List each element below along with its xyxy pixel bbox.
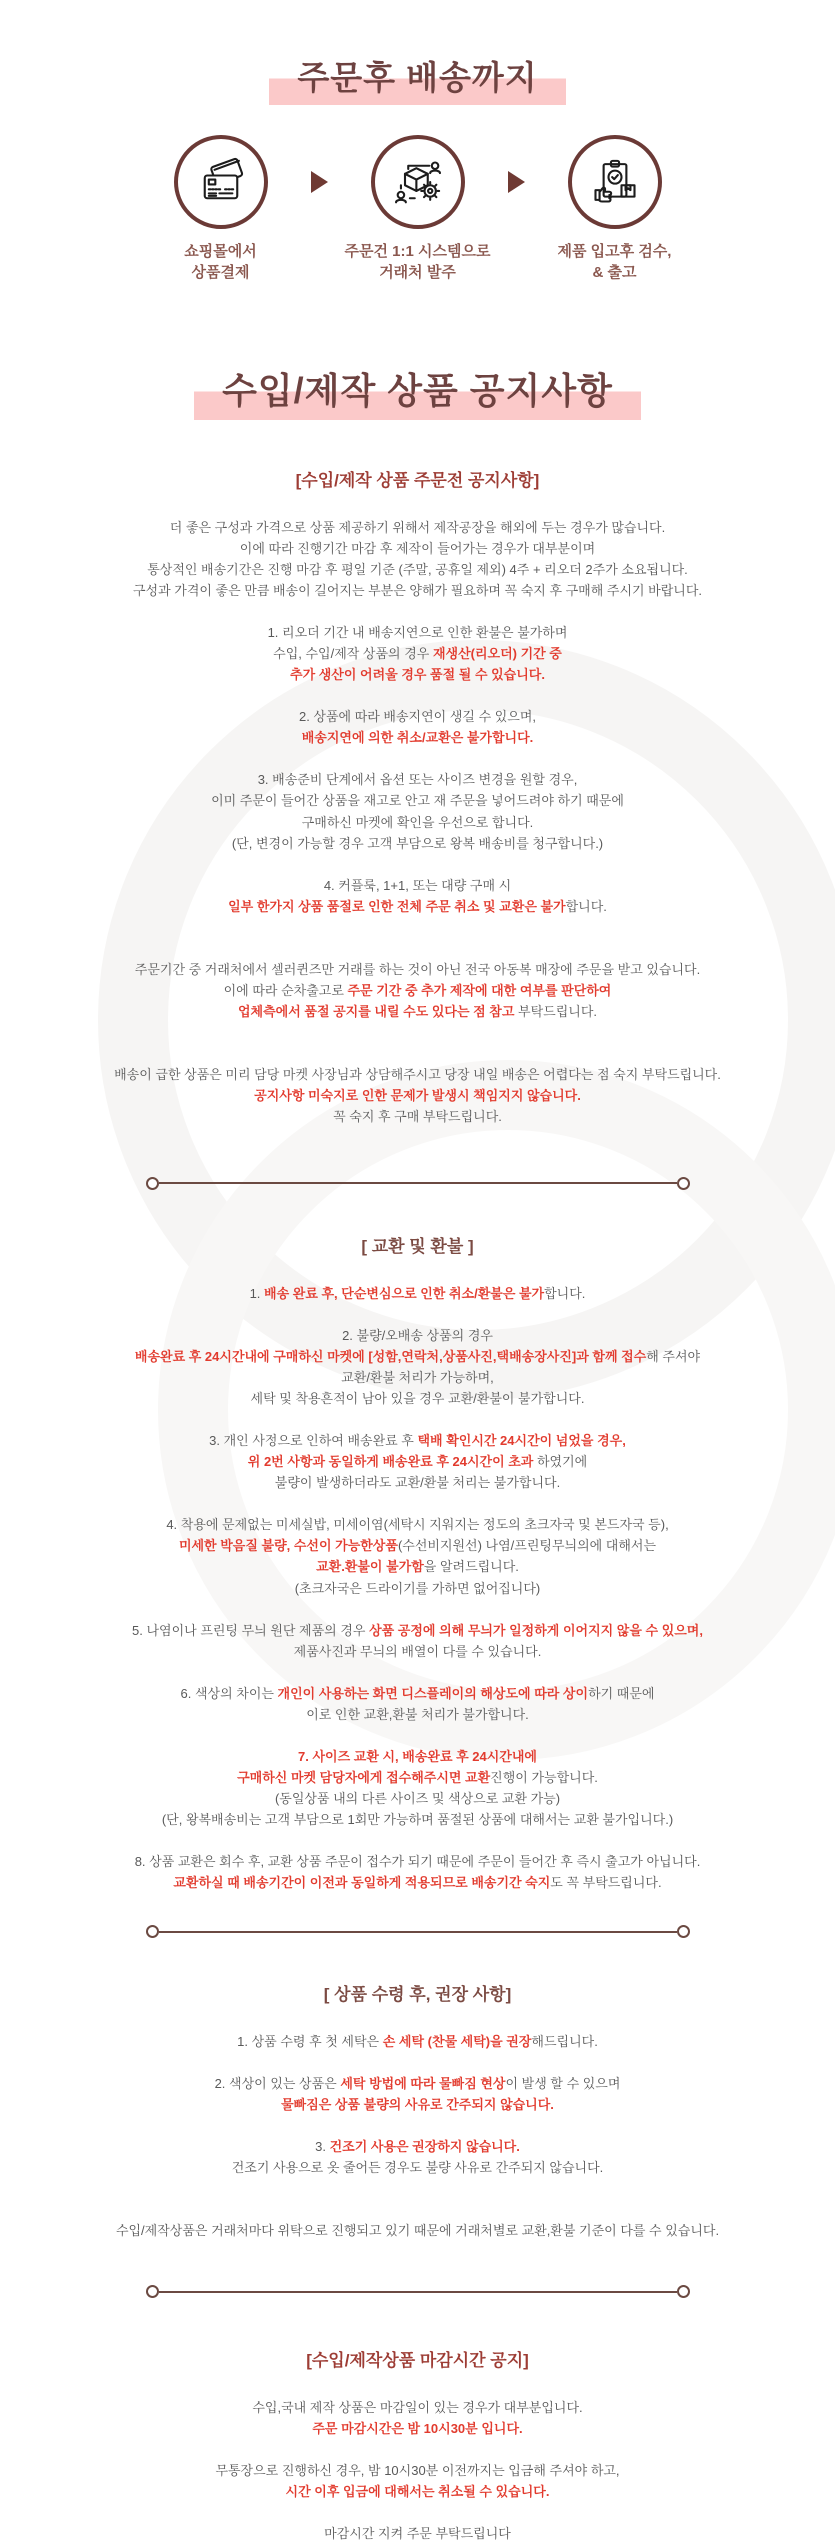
after-receipt-item-3: 3. 건조기 사용은 권장하지 않습니다. 건조기 사용으로 옷 줄어든 경우도 불량 사유로 간주되지 않습니다. bbox=[108, 2136, 728, 2178]
divider-line bbox=[159, 1182, 677, 1184]
pre-order-item-4: 4. 커플룩, 1+1, 또는 대량 구매 시 일부 한가지 상품 품절로 인한 전체 주문 취소 및 교환은 불가합니다. bbox=[108, 875, 728, 917]
deadline-para-3: 마감시간 지켜 주문 부탁드립니다 bbox=[108, 2523, 728, 2544]
divider-dot bbox=[677, 2285, 690, 2298]
after-receipt-note: 수입/제작상품은 거래처마다 위탁으로 진행되고 있기 때문에 거래처별로 교환,환불 기준이 다를 수 있습니다. bbox=[108, 2220, 728, 2241]
pre-order-intro: 더 좋은 구성과 가격으로 상품 제공하기 위해서 제작공장을 해외에 두는 경우가 많습니다. 이에 따라 진행기간 마감 후 제작이 들어가는 경우가 대부분이며 통상적인 배송기간은 진행 마감 후 평일 기준 (주말, 공휴일 제외) 4주 + 리오더 2주가 소요됩니다. 구성과 가격이 좋은 만큼 배송이 길어지는 부분은 양해가 필요하며 꼭 숙지 후 구매해 주시기 바랍니다. bbox=[108, 517, 728, 601]
after-receipt-item-1: 1. 상품 수령 후 첫 세탁은 손 세탁 (찬물 세탁)을 권장해드립니다. bbox=[108, 2031, 728, 2052]
step-circle bbox=[568, 135, 662, 229]
notice-title: 수입/제작 상품 공지사항 bbox=[68, 361, 768, 420]
notice-page bbox=[68, 0, 768, 2030]
pre-order-outro-2: 배송이 급한 상품은 미리 담당 마켓 사장님과 상담해주시고 당장 내일 배송은 어렵다는 점 숙지 부탁드립니다. 공지사항 미숙지로 인한 문제가 발생시 책임지지 않습니다. 꼭 숙지 후 구매 부탁드립니다. bbox=[108, 1064, 728, 1127]
exchange-item-1: 1. 배송 완료 후, 단순변심으로 인한 취소/환불은 불가합니다. bbox=[108, 1283, 728, 1304]
divider-line bbox=[159, 1931, 677, 1933]
divider-dot bbox=[677, 1177, 690, 1190]
divider-line bbox=[159, 2291, 677, 2293]
exchange-item-3: 3. 개인 사정으로 인하여 배송완료 후 택배 확인시간 24시간이 넘었을 경우, 위 2번 사항과 동일하게 배송완료 후 24시간이 초과 하였기에 불량이 발생하더라도 교환/환불 처리는 불가합니다. bbox=[108, 1430, 728, 1493]
pre-order-heading: [수입/제작 상품 주문전 공지사항] bbox=[68, 466, 768, 491]
divider-dot bbox=[146, 1177, 159, 1190]
arrow-right-icon bbox=[508, 171, 525, 193]
step-circle bbox=[174, 135, 268, 229]
step-circle bbox=[371, 135, 465, 229]
step-payment bbox=[133, 135, 309, 283]
order-system-icon bbox=[392, 156, 444, 208]
step-order-system bbox=[330, 135, 506, 283]
exchange-refund-heading: [ 교환 및 환불 ] bbox=[68, 1232, 768, 1257]
inspection-shipping-icon bbox=[589, 156, 641, 208]
process-title: 주문후 배송까지 bbox=[68, 50, 768, 105]
pre-order-item-3: 3. 배송준비 단계에서 옵션 또는 사이즈 변경을 원할 경우, 이미 주문이 들어간 상품을 재고로 안고 재 주문을 넣어드려야 하기 때문에 구매하신 마켓에 확인을 우선으로 합니다. (단, 변경이 가능할 경우 고객 부담으로 왕복 배송비를 청구합니다.) bbox=[108, 769, 728, 853]
exchange-item-8: 8. 상품 교환은 회수 후, 교환 상품 주문이 접수가 되기 때문에 주문이 들어간 후 즉시 출고가 아닙니다. 교환하실 때 배송기간이 이전과 동일하게 적용되므로 배송기간 숙지도 꼭 부탁드립니다. bbox=[108, 1851, 728, 1893]
divider-dot bbox=[146, 1925, 159, 1938]
deadline-para-2: 무통장으로 진행하신 경우, 밤 10시30분 이전까지는 입금해 주셔야 하고, 시간 이후 입금에 대해서는 취소될 수 있습니다. bbox=[108, 2460, 728, 2502]
exchange-item-6: 6. 색상의 차이는 개인이 사용하는 화면 디스플레이의 해상도에 따라 상이하기 때문에 이로 인한 교환,환불 처리가 불가합니다. bbox=[108, 1683, 728, 1725]
divider-dot bbox=[146, 2285, 159, 2298]
step-label: 제품 입고후 검수, & 출고 bbox=[527, 241, 703, 283]
step-inspection bbox=[527, 135, 703, 283]
process-steps bbox=[68, 135, 768, 283]
after-receipt-item-2: 2. 색상이 있는 상품은 세탁 방법에 따라 물빠짐 현상이 발생 할 수 있으며 물빠짐은 상품 불량의 사유로 간주되지 않습니다. bbox=[108, 2073, 728, 2115]
deadline-heading: [수입/제작상품 마감시간 공지] bbox=[68, 2346, 768, 2371]
arrow-right-icon bbox=[311, 171, 328, 193]
step-label: 주문건 1:1 시스템으로 거래처 발주 bbox=[330, 241, 506, 283]
pre-order-item-1: 1. 리오더 기간 내 배송지연으로 인한 환불은 불가하며 수입, 수입/제작 상품의 경우 재생산(리오더) 기간 중 추가 생산이 어려울 경우 품절 될 수 있습니다. bbox=[108, 622, 728, 685]
section-divider bbox=[68, 1925, 768, 1938]
exchange-item-4: 4. 착용에 문제없는 미세실밥, 미세이염(세탁시 지워지는 정도의 초크자국 및 본드자국 등), 미세한 박음질 불량, 수선이 가능한상품(수선비지원선) 나염/프린팅무늬의에 대해서는 교환.환불이 불가함을 알려드립니다. (초크자국은 드라이기를 가하면 없어집니다) bbox=[108, 1514, 728, 1598]
pre-order-outro-1: 주문기간 중 거래처에서 셀러퀸즈만 거래를 하는 것이 아닌 전국 아동복 매장에 주문을 받고 있습니다. 이에 따라 순차출고로 주문 기간 중 추가 제작에 대한 여부를 판단하여 업체측에서 품절 공지를 내릴 수도 있다는 점 참고 부탁드립니다. bbox=[108, 959, 728, 1022]
section-divider bbox=[68, 2285, 768, 2298]
section-divider bbox=[68, 1177, 768, 1190]
step-label: 쇼핑몰에서 상품결제 bbox=[133, 241, 309, 283]
after-receipt-heading: [ 상품 수령 후, 권장 사항] bbox=[68, 1980, 768, 2005]
divider-dot bbox=[677, 1925, 690, 1938]
exchange-item-2: 2. 불량/오배송 상품의 경우 배송완료 후 24시간내에 구매하신 마켓에 [성함,연락처,상품사진,택배송장사진]과 함께 접수해 주셔야 교환/환불 처리가 가능하며, 세탁 및 착용흔적이 남아 있을 경우 교환/환불이 불가합니다. bbox=[108, 1325, 728, 1409]
exchange-item-7: 7. 사이즈 교환 시, 배송완료 후 24시간내에 구매하신 마켓 담당자에게 접수해주시면 교환진행이 가능합니다. (동일상품 내의 다른 사이즈 및 색상으로 교환 가능) (단, 왕복배송비는 고객 부담으로 1회만 가능하며 품절된 상품에 대해서는 교환 불가입니다.) bbox=[108, 1746, 728, 1830]
deadline-para-1: 수입,국내 제작 상품은 마감일이 있는 경우가 대부분입니다. 주문 마감시간은 밤 10시30분 입니다. bbox=[108, 2397, 728, 2439]
exchange-item-5: 5. 나염이나 프린팅 무늬 원단 제품의 경우 상품 공정에 의해 무늬가 일정하게 이어지지 않을 수 있으며, 제품사진과 무늬의 배열이 다를 수 있습니다. bbox=[108, 1620, 728, 1662]
pre-order-item-2: 2. 상품에 따라 배송지연이 생길 수 있으며, 배송지연에 의한 취소/교환은 불가합니다. bbox=[108, 706, 728, 748]
credit-card-icon bbox=[195, 156, 247, 208]
